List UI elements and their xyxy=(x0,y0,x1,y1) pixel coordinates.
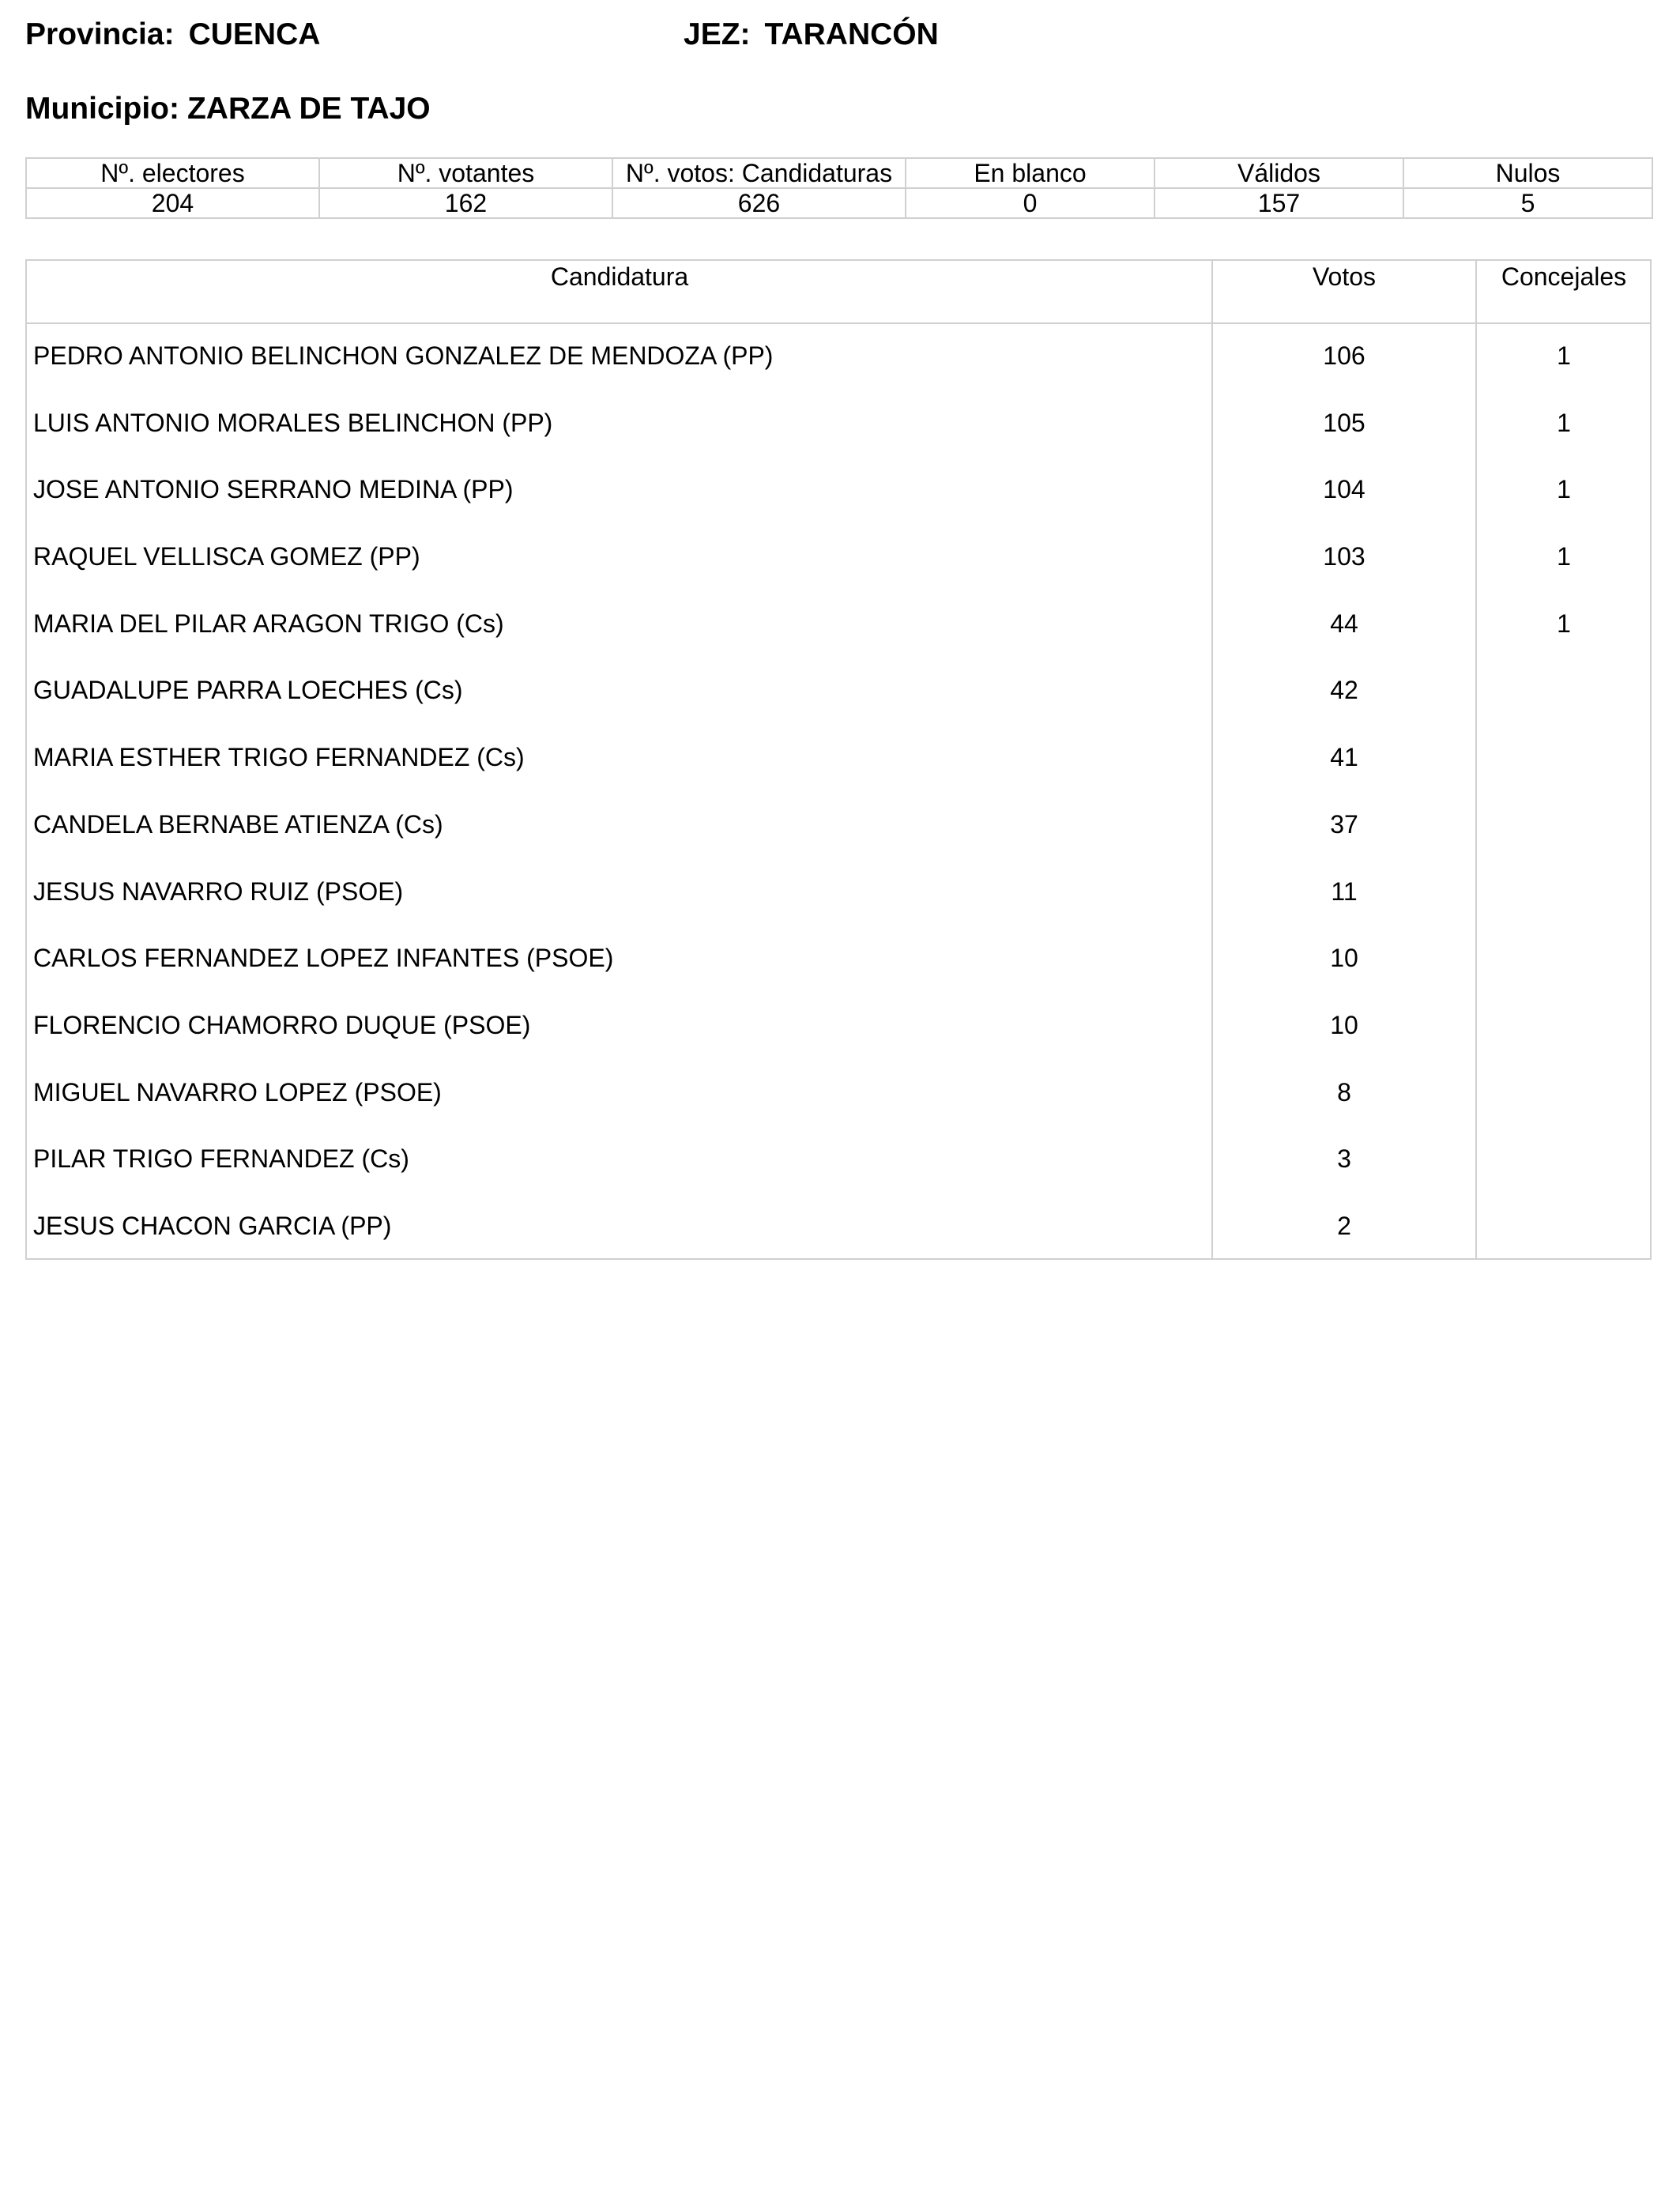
candidate-votes: 10 xyxy=(1330,944,1358,973)
municipio-label: Municipio: xyxy=(25,92,179,126)
table-row xyxy=(27,458,1650,525)
candidate-name: PILAR TRIGO FERNANDEZ (Cs) xyxy=(33,1144,409,1174)
summary-value-cell: 626 xyxy=(612,188,906,218)
summary-value-cell: 157 xyxy=(1155,188,1403,218)
candidate-councillors: 1 xyxy=(1557,341,1571,370)
table-row xyxy=(27,391,1650,458)
candidates-header xyxy=(27,261,1650,324)
candidate-name: MIGUEL NAVARRO LOPEZ (PSOE) xyxy=(33,1077,442,1106)
candidate-name: JESUS NAVARRO RUIZ (PSOE) xyxy=(33,876,404,906)
candidate-councillors: 1 xyxy=(1557,542,1571,571)
candidate-name: CANDELA BERNABE ATIENZA (Cs) xyxy=(33,809,443,839)
table-row xyxy=(27,726,1650,793)
header-concejales: Concejales xyxy=(1501,262,1627,291)
summary-header-cell: Nº. electores xyxy=(26,158,319,188)
jez-value: TARANCÓN xyxy=(764,17,939,51)
jez-label: JEZ: xyxy=(684,17,751,51)
municipio-line xyxy=(25,92,431,126)
candidate-votes: 44 xyxy=(1330,609,1358,638)
candidate-name: MARIA ESTHER TRIGO FERNANDEZ (Cs) xyxy=(33,743,525,772)
candidate-name: GUADALUPE PARRA LOECHES (Cs) xyxy=(33,676,463,705)
header-candidatura: Candidatura xyxy=(550,262,689,291)
summary-table xyxy=(25,157,1653,219)
candidate-name: PEDRO ANTONIO BELINCHON GONZALEZ DE MENDOZA (PP) xyxy=(33,341,774,370)
table-row xyxy=(27,592,1650,659)
summary-header-cell: Nº. votos: Candidaturas xyxy=(612,158,906,188)
table-row xyxy=(27,993,1650,1061)
candidate-votes: 106 xyxy=(1323,341,1365,370)
candidate-name: CARLOS FERNANDEZ LOPEZ INFANTES (PSOE) xyxy=(33,944,614,973)
table-row xyxy=(27,793,1650,860)
municipio-value: ZARZA DE TAJO xyxy=(186,92,431,126)
summary-header-cell: En blanco xyxy=(906,158,1155,188)
table-row xyxy=(27,860,1650,927)
candidate-votes: 3 xyxy=(1337,1144,1351,1174)
candidates-table xyxy=(25,259,1652,1260)
table-row xyxy=(27,1127,1650,1194)
table-row xyxy=(27,525,1650,592)
summary-header-cell: Nº. votantes xyxy=(319,158,612,188)
candidates-rows xyxy=(27,324,1650,1261)
candidate-name: JOSE ANTONIO SERRANO MEDINA (PP) xyxy=(33,475,514,504)
candidate-councillors: 1 xyxy=(1557,609,1571,638)
candidate-votes: 41 xyxy=(1330,743,1358,772)
candidate-councillors: 1 xyxy=(1557,408,1571,437)
candidate-votes: 8 xyxy=(1337,1077,1351,1106)
table-row xyxy=(27,926,1650,993)
provincia-label: Provincia: xyxy=(25,17,175,51)
candidate-votes: 10 xyxy=(1330,1010,1358,1039)
table-row xyxy=(27,324,1650,391)
candidate-councillors: 1 xyxy=(1557,475,1571,504)
summary-value-cell: 5 xyxy=(1403,188,1652,218)
provincia-line xyxy=(25,17,320,52)
jez-line xyxy=(684,17,939,52)
summary-value-cell: 204 xyxy=(26,188,319,218)
candidate-votes: 103 xyxy=(1323,542,1365,571)
header-votos: Votos xyxy=(1312,262,1377,291)
table-row xyxy=(27,658,1650,726)
candidate-name: LUIS ANTONIO MORALES BELINCHON (PP) xyxy=(33,408,553,437)
summary-value-cell: 0 xyxy=(906,188,1155,218)
candidate-name: MARIA DEL PILAR ARAGON TRIGO (Cs) xyxy=(33,609,504,638)
summary-header-cell: Nulos xyxy=(1403,158,1652,188)
candidate-votes: 37 xyxy=(1330,809,1358,839)
summary-value-row xyxy=(26,188,1652,218)
summary-header-row xyxy=(26,158,1652,188)
summary-value-cell: 162 xyxy=(319,188,612,218)
summary-header-cell: Válidos xyxy=(1155,158,1403,188)
candidate-votes: 2 xyxy=(1337,1211,1351,1240)
candidate-votes: 11 xyxy=(1331,876,1358,906)
candidate-name: FLORENCIO CHAMORRO DUQUE (PSOE) xyxy=(33,1010,531,1039)
candidate-votes: 42 xyxy=(1330,676,1358,705)
candidate-votes: 105 xyxy=(1323,408,1365,437)
candidate-votes: 104 xyxy=(1323,475,1365,504)
table-row xyxy=(27,1061,1650,1128)
candidate-name: JESUS CHACON GARCIA (PP) xyxy=(33,1211,392,1240)
candidate-name: RAQUEL VELLISCA GOMEZ (PP) xyxy=(33,542,420,571)
table-row xyxy=(27,1194,1650,1261)
provincia-value: CUENCA xyxy=(188,17,321,51)
